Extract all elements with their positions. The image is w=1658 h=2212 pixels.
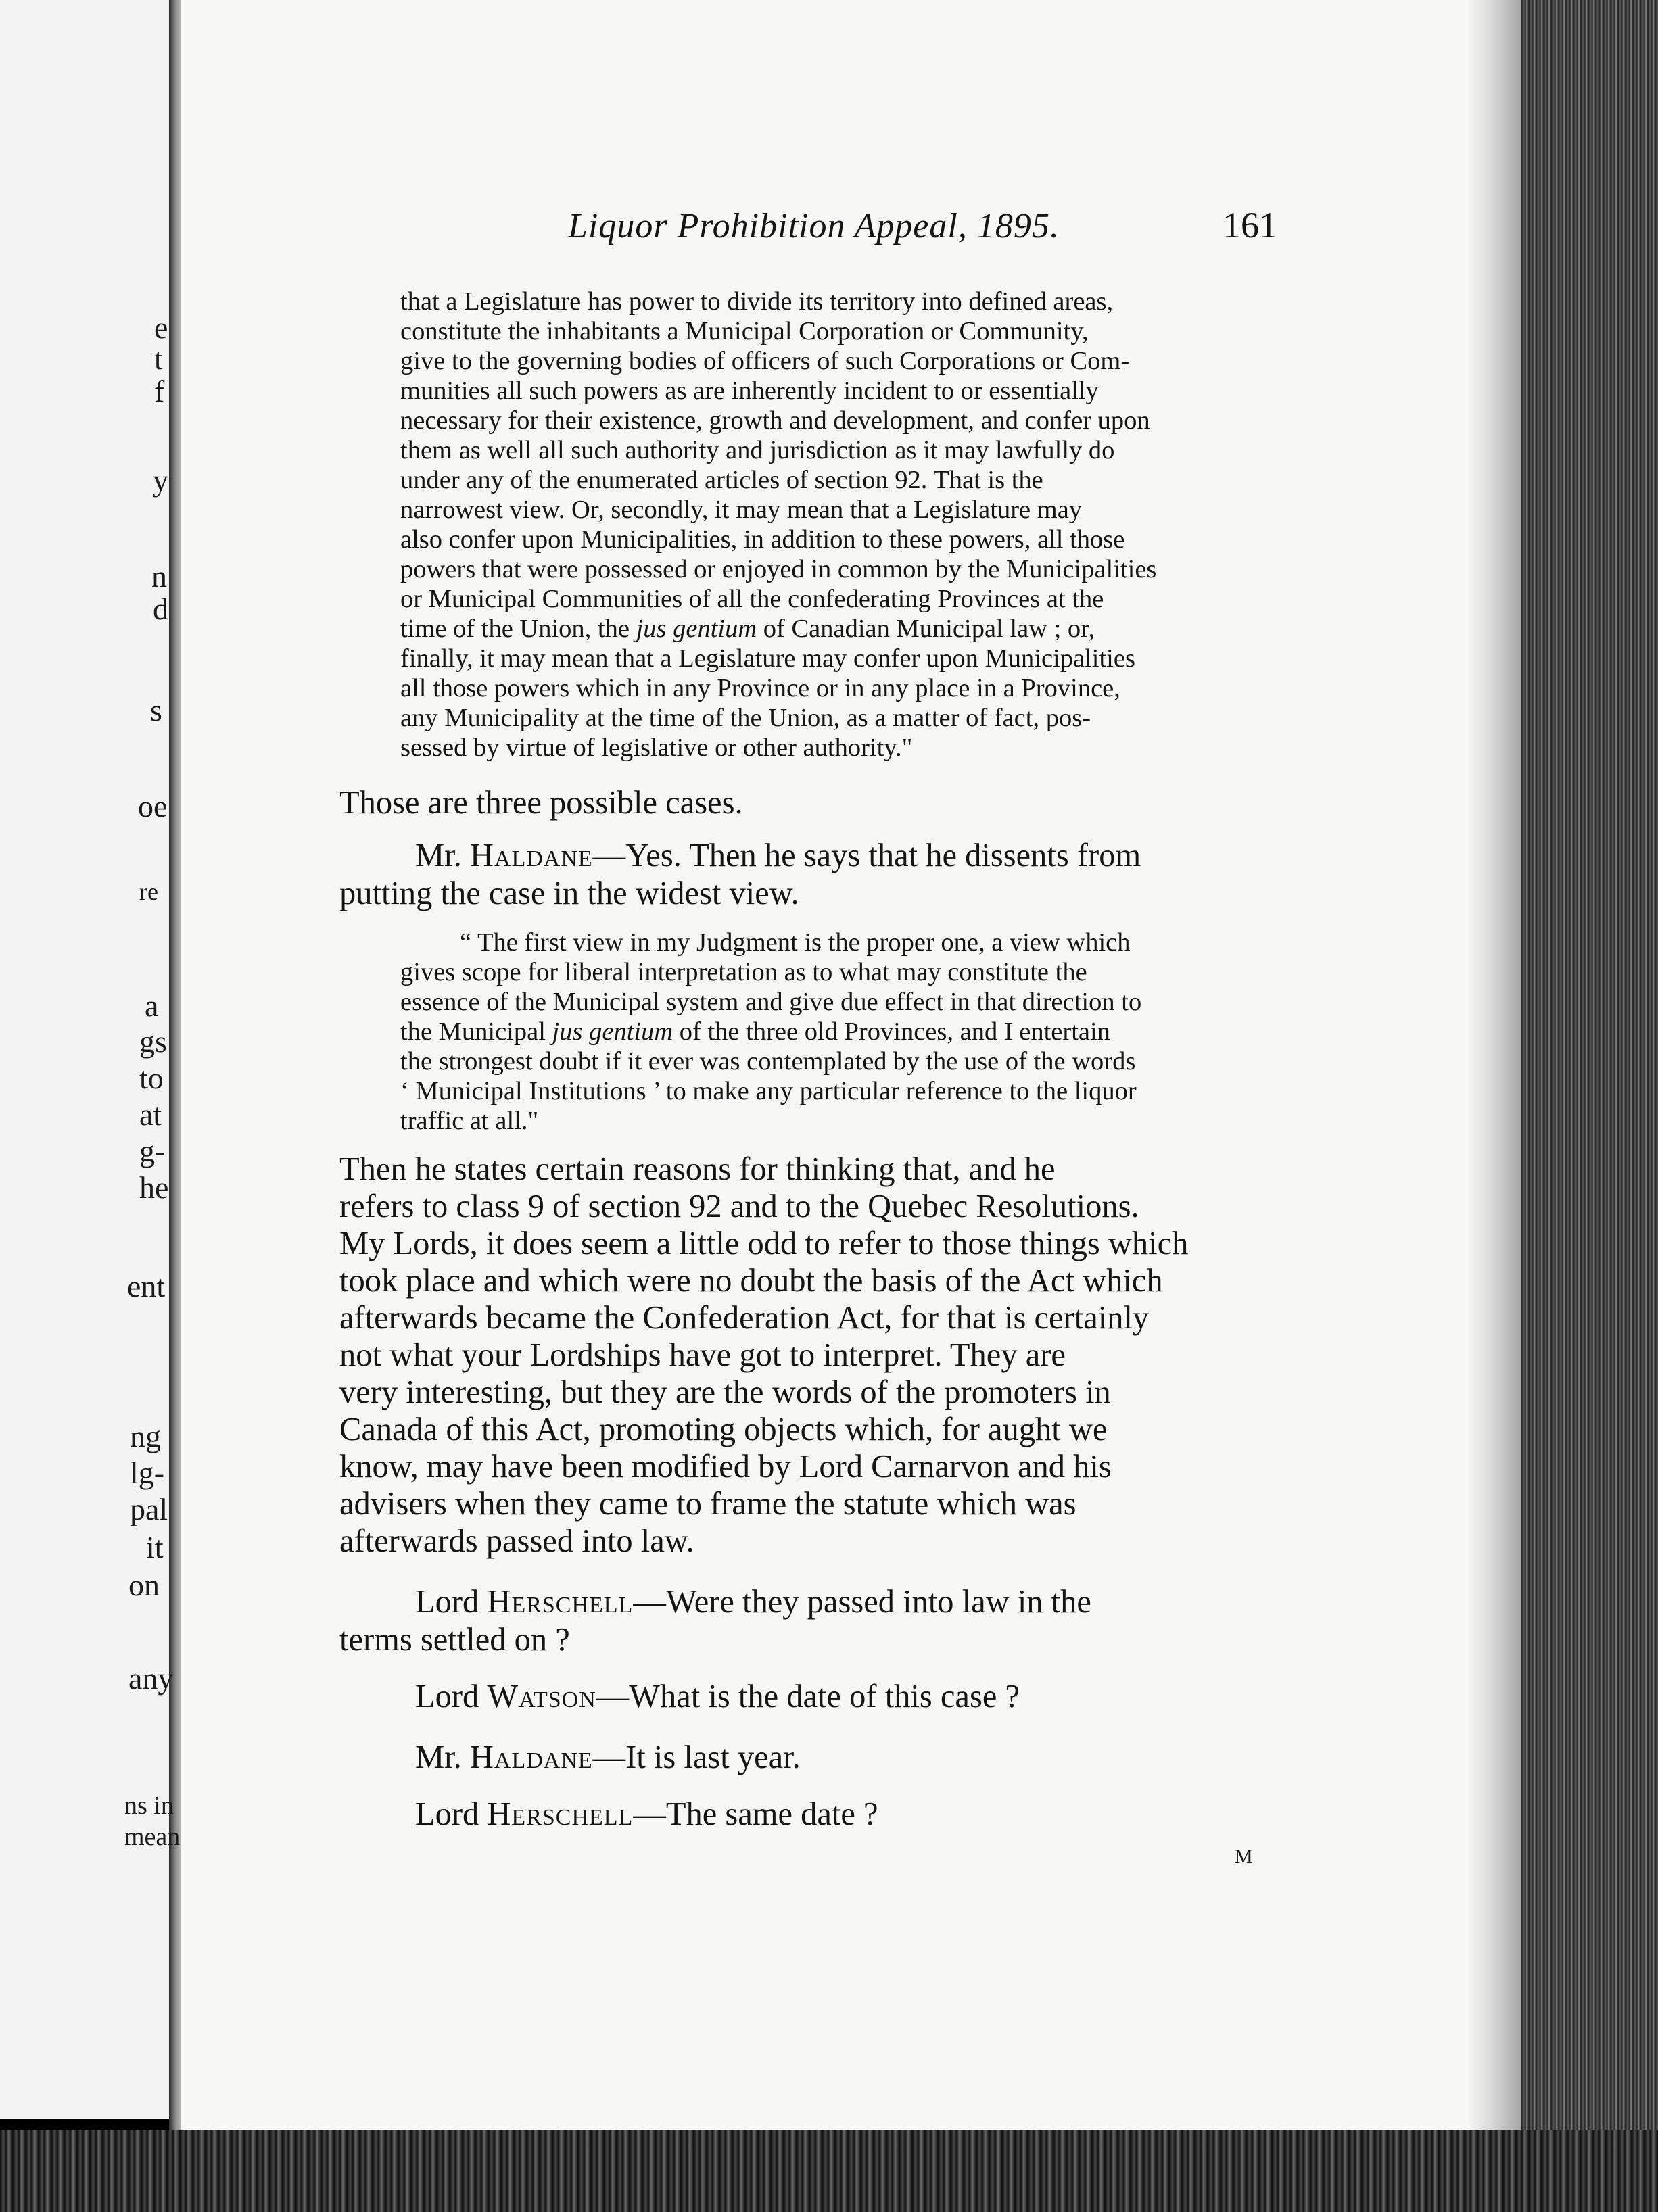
quote-text: the Municipal bbox=[400, 1017, 552, 1046]
quote-line: powers that were possessed or enjoyed in common by the Municipalities bbox=[400, 555, 1157, 583]
speaker-title: Lord bbox=[415, 1679, 488, 1714]
body-line-cases: Those are three possible cases. bbox=[339, 785, 743, 821]
left-fragment: y bbox=[153, 463, 168, 498]
paragraph-line: afterwards became the Confederation Act, for that is certainly bbox=[339, 1300, 1150, 1336]
quote-text: time of the Union, the bbox=[400, 615, 636, 643]
speech-text: —Yes. Then he says that he dissents from bbox=[592, 838, 1141, 873]
left-fragment: oe bbox=[138, 789, 168, 823]
left-fragment: n bbox=[151, 559, 167, 594]
speaker-line bbox=[415, 837, 1141, 874]
quote-line: any Municipality at the time of the Union, as a matter of fact, pos- bbox=[400, 704, 1091, 732]
speech-text: —Were they passed into law in the bbox=[633, 1584, 1091, 1620]
quote-line: give to the governing bodies of officers of such Corporations or Com- bbox=[400, 347, 1130, 375]
quote-line: under any of the enumerated articles of section 92. That is the bbox=[400, 466, 1043, 494]
left-fragment: e bbox=[154, 310, 168, 345]
speaker-line bbox=[415, 1678, 1020, 1715]
speech-text: —The same date ? bbox=[633, 1796, 878, 1832]
left-fragment: a bbox=[145, 988, 159, 1023]
speaker-title: Mr. bbox=[415, 1739, 470, 1775]
scanner-bottom-edge bbox=[0, 2130, 1658, 2212]
paragraph-line: Then he states certain reasons for thinking that, and he bbox=[339, 1151, 1056, 1187]
paragraph-line: refers to class 9 of section 92 and to the Quebec Resolutions. bbox=[339, 1188, 1139, 1224]
quote-line: gives scope for liberal interpretation as to what may constitute the bbox=[400, 958, 1087, 986]
left-fragment: pal bbox=[130, 1492, 168, 1526]
quote-line: narrowest view. Or, secondly, it may mean that a Legislature may bbox=[400, 496, 1083, 524]
left-fragment: mean bbox=[124, 1823, 181, 1851]
paragraph-line: Canada of this Act, promoting objects which, for aught we bbox=[339, 1412, 1108, 1447]
speaker-line bbox=[415, 1796, 878, 1833]
quote-line: that a Legislature has power to divide its territory into defined areas, bbox=[400, 287, 1114, 316]
quote-line: constitute the inhabitants a Municipal Corporation or Community, bbox=[400, 317, 1089, 345]
quote-line: them as well all such authority and jurisdiction as it may lawfully do bbox=[400, 436, 1115, 464]
speaker-line bbox=[415, 1739, 801, 1776]
quote-text: of the three old Provinces, and I entertain bbox=[673, 1017, 1110, 1046]
left-fragment: gs bbox=[139, 1024, 167, 1059]
quote-text: of Canadian Municipal law ; or, bbox=[757, 615, 1095, 643]
quote-line: necessary for their existence, growth and development, and confer upon bbox=[400, 406, 1150, 435]
speech-text: —It is last year. bbox=[592, 1739, 801, 1775]
quote-line: traffic at all." bbox=[400, 1107, 539, 1135]
quote-line: or Municipal Communities of all the confederating Provinces at the bbox=[400, 585, 1104, 613]
latin-phrase: jus gentium bbox=[552, 1017, 673, 1046]
quote-line bbox=[400, 614, 1095, 644]
quote-line: sessed by virtue of legislative or other authority." bbox=[400, 734, 913, 762]
left-fragment: he bbox=[139, 1170, 169, 1205]
speaker-name: Haldane bbox=[469, 838, 593, 873]
paragraph-line: My Lords, it does seem a little odd to refer to those things which bbox=[339, 1226, 1189, 1261]
quote-line: also confer upon Municipalities, in addition to these powers, all those bbox=[400, 525, 1125, 554]
paragraph-line: advisers when they came to frame the statute which was bbox=[339, 1486, 1076, 1522]
left-fragment: it bbox=[146, 1530, 164, 1564]
left-fragment: d bbox=[153, 592, 168, 626]
paragraph-line: took place and which were no doubt the basis of the Act which bbox=[339, 1263, 1163, 1299]
left-fragment: any bbox=[128, 1661, 174, 1696]
speech-text: —What is the date of this case ? bbox=[596, 1679, 1020, 1714]
quote-line: essence of the Municipal system and give due effect in that direction to bbox=[400, 988, 1142, 1016]
left-fragment: re bbox=[139, 878, 158, 905]
left-fragment: at bbox=[139, 1097, 162, 1132]
speaker-name: Watson bbox=[487, 1679, 596, 1714]
left-fragment: t bbox=[154, 341, 163, 376]
page-shadow bbox=[1467, 0, 1528, 2177]
left-fragment: to bbox=[139, 1061, 164, 1095]
signature-mark: M bbox=[1235, 1846, 1253, 1868]
quote-line: the strongest doubt if it ever was contemplated by the use of the words bbox=[400, 1047, 1136, 1076]
quote-line: munities all such powers as are inherently incident to or essentially bbox=[400, 377, 1099, 405]
speaker-name: Herschell bbox=[487, 1796, 634, 1832]
latin-phrase: jus gentium bbox=[636, 615, 757, 643]
paragraph-line: not what your Lordships have got to interpret. They are bbox=[339, 1337, 1066, 1373]
quote-line bbox=[400, 1017, 1110, 1047]
quote-line: “ The first view in my Judgment is the proper one, a view which bbox=[460, 928, 1131, 957]
left-fragment: lg- bbox=[130, 1456, 165, 1490]
left-fragment: ns in bbox=[124, 1792, 174, 1820]
book-fore-edge bbox=[1521, 0, 1658, 2212]
speaker-title: Mr. bbox=[415, 838, 470, 873]
speaker-title: Lord bbox=[415, 1584, 488, 1620]
speaker-line bbox=[415, 1583, 1091, 1620]
paragraph-line: afterwards passed into law. bbox=[339, 1523, 694, 1559]
speaker-title: Lord bbox=[415, 1796, 488, 1832]
quote-line: all those powers which in any Province or in any place in a Province, bbox=[400, 674, 1120, 702]
quote-line: ‘ Municipal Institutions ’ to make any particular reference to the liquor bbox=[400, 1077, 1137, 1105]
speech-continuation: putting the case in the widest view. bbox=[339, 875, 799, 911]
page-number: 161 bbox=[1223, 205, 1277, 245]
speech-continuation: terms settled on ? bbox=[339, 1622, 570, 1658]
left-fragment: ng bbox=[130, 1419, 161, 1453]
left-fragment: ent bbox=[127, 1269, 166, 1303]
running-head: Liquor Prohibition Appeal, 1895. bbox=[568, 207, 1060, 245]
left-fragment: s bbox=[150, 693, 162, 727]
left-fragment: g- bbox=[139, 1134, 166, 1168]
quote-line: finally, it may mean that a Legislature may confer upon Municipalities bbox=[400, 644, 1135, 673]
paragraph-line: know, may have been modified by Lord Carnarvon and his bbox=[339, 1449, 1112, 1485]
left-fragment: f bbox=[154, 374, 165, 408]
left-fragment: on bbox=[128, 1568, 160, 1602]
paragraph-line: very interesting, but they are the words of the promoters in bbox=[339, 1374, 1111, 1410]
speaker-name: Haldane bbox=[469, 1739, 593, 1775]
speaker-name: Herschell bbox=[487, 1584, 634, 1620]
